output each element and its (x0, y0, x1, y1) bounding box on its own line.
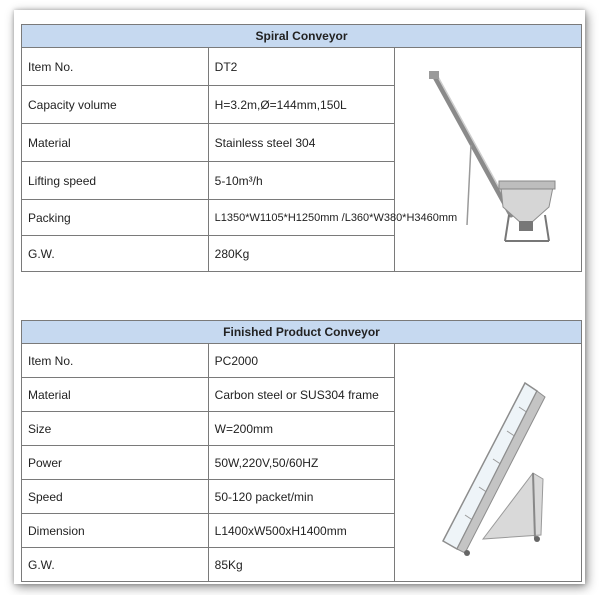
row-label: Material (22, 124, 209, 162)
row-value: 50W,220V,50/60HZ (208, 446, 395, 480)
row-label: Lifting speed (22, 162, 209, 200)
spec-sheet (14, 10, 585, 584)
finished-product-conveyor-table (21, 320, 582, 582)
row-label: G.W. (22, 548, 209, 582)
row-label: Packing (22, 200, 209, 236)
row-value: Stainless steel 304 (208, 124, 395, 162)
belt-conveyor-image (395, 344, 582, 582)
table-row (22, 48, 582, 86)
row-value: DT2 (208, 48, 395, 86)
row-value: 280Kg (208, 236, 395, 272)
row-label: Capacity volume (22, 86, 209, 124)
row-label: Speed (22, 480, 209, 514)
row-value: PC2000 (208, 344, 395, 378)
row-value: H=3.2m,Ø=144mm,150L (208, 86, 395, 124)
table-row (22, 344, 582, 378)
row-value: Carbon steel or SUS304 frame (208, 378, 395, 412)
spiral-conveyor-table (21, 24, 582, 272)
row-value: L1350*W1105*H1250mm /L360*W380*H3460mm (208, 200, 395, 236)
row-value: 50-120 packet/min (208, 480, 395, 514)
row-value: 85Kg (208, 548, 395, 582)
table-title: Finished Product Conveyor (22, 321, 582, 344)
row-value: W=200mm (208, 412, 395, 446)
row-label: Item No. (22, 344, 209, 378)
row-label: Item No. (22, 48, 209, 86)
row-value: L1400xW500xH1400mm (208, 514, 395, 548)
row-label: Dimension (22, 514, 209, 548)
spiral-conveyor-icon (413, 65, 563, 255)
row-value: 5-10m³/h (208, 162, 395, 200)
table-title: Spiral Conveyor (22, 25, 582, 48)
row-label: Material (22, 378, 209, 412)
spiral-conveyor-image (395, 48, 582, 272)
row-label: Size (22, 412, 209, 446)
belt-conveyor-icon (413, 363, 563, 563)
row-label: Power (22, 446, 209, 480)
row-label: G.W. (22, 236, 209, 272)
